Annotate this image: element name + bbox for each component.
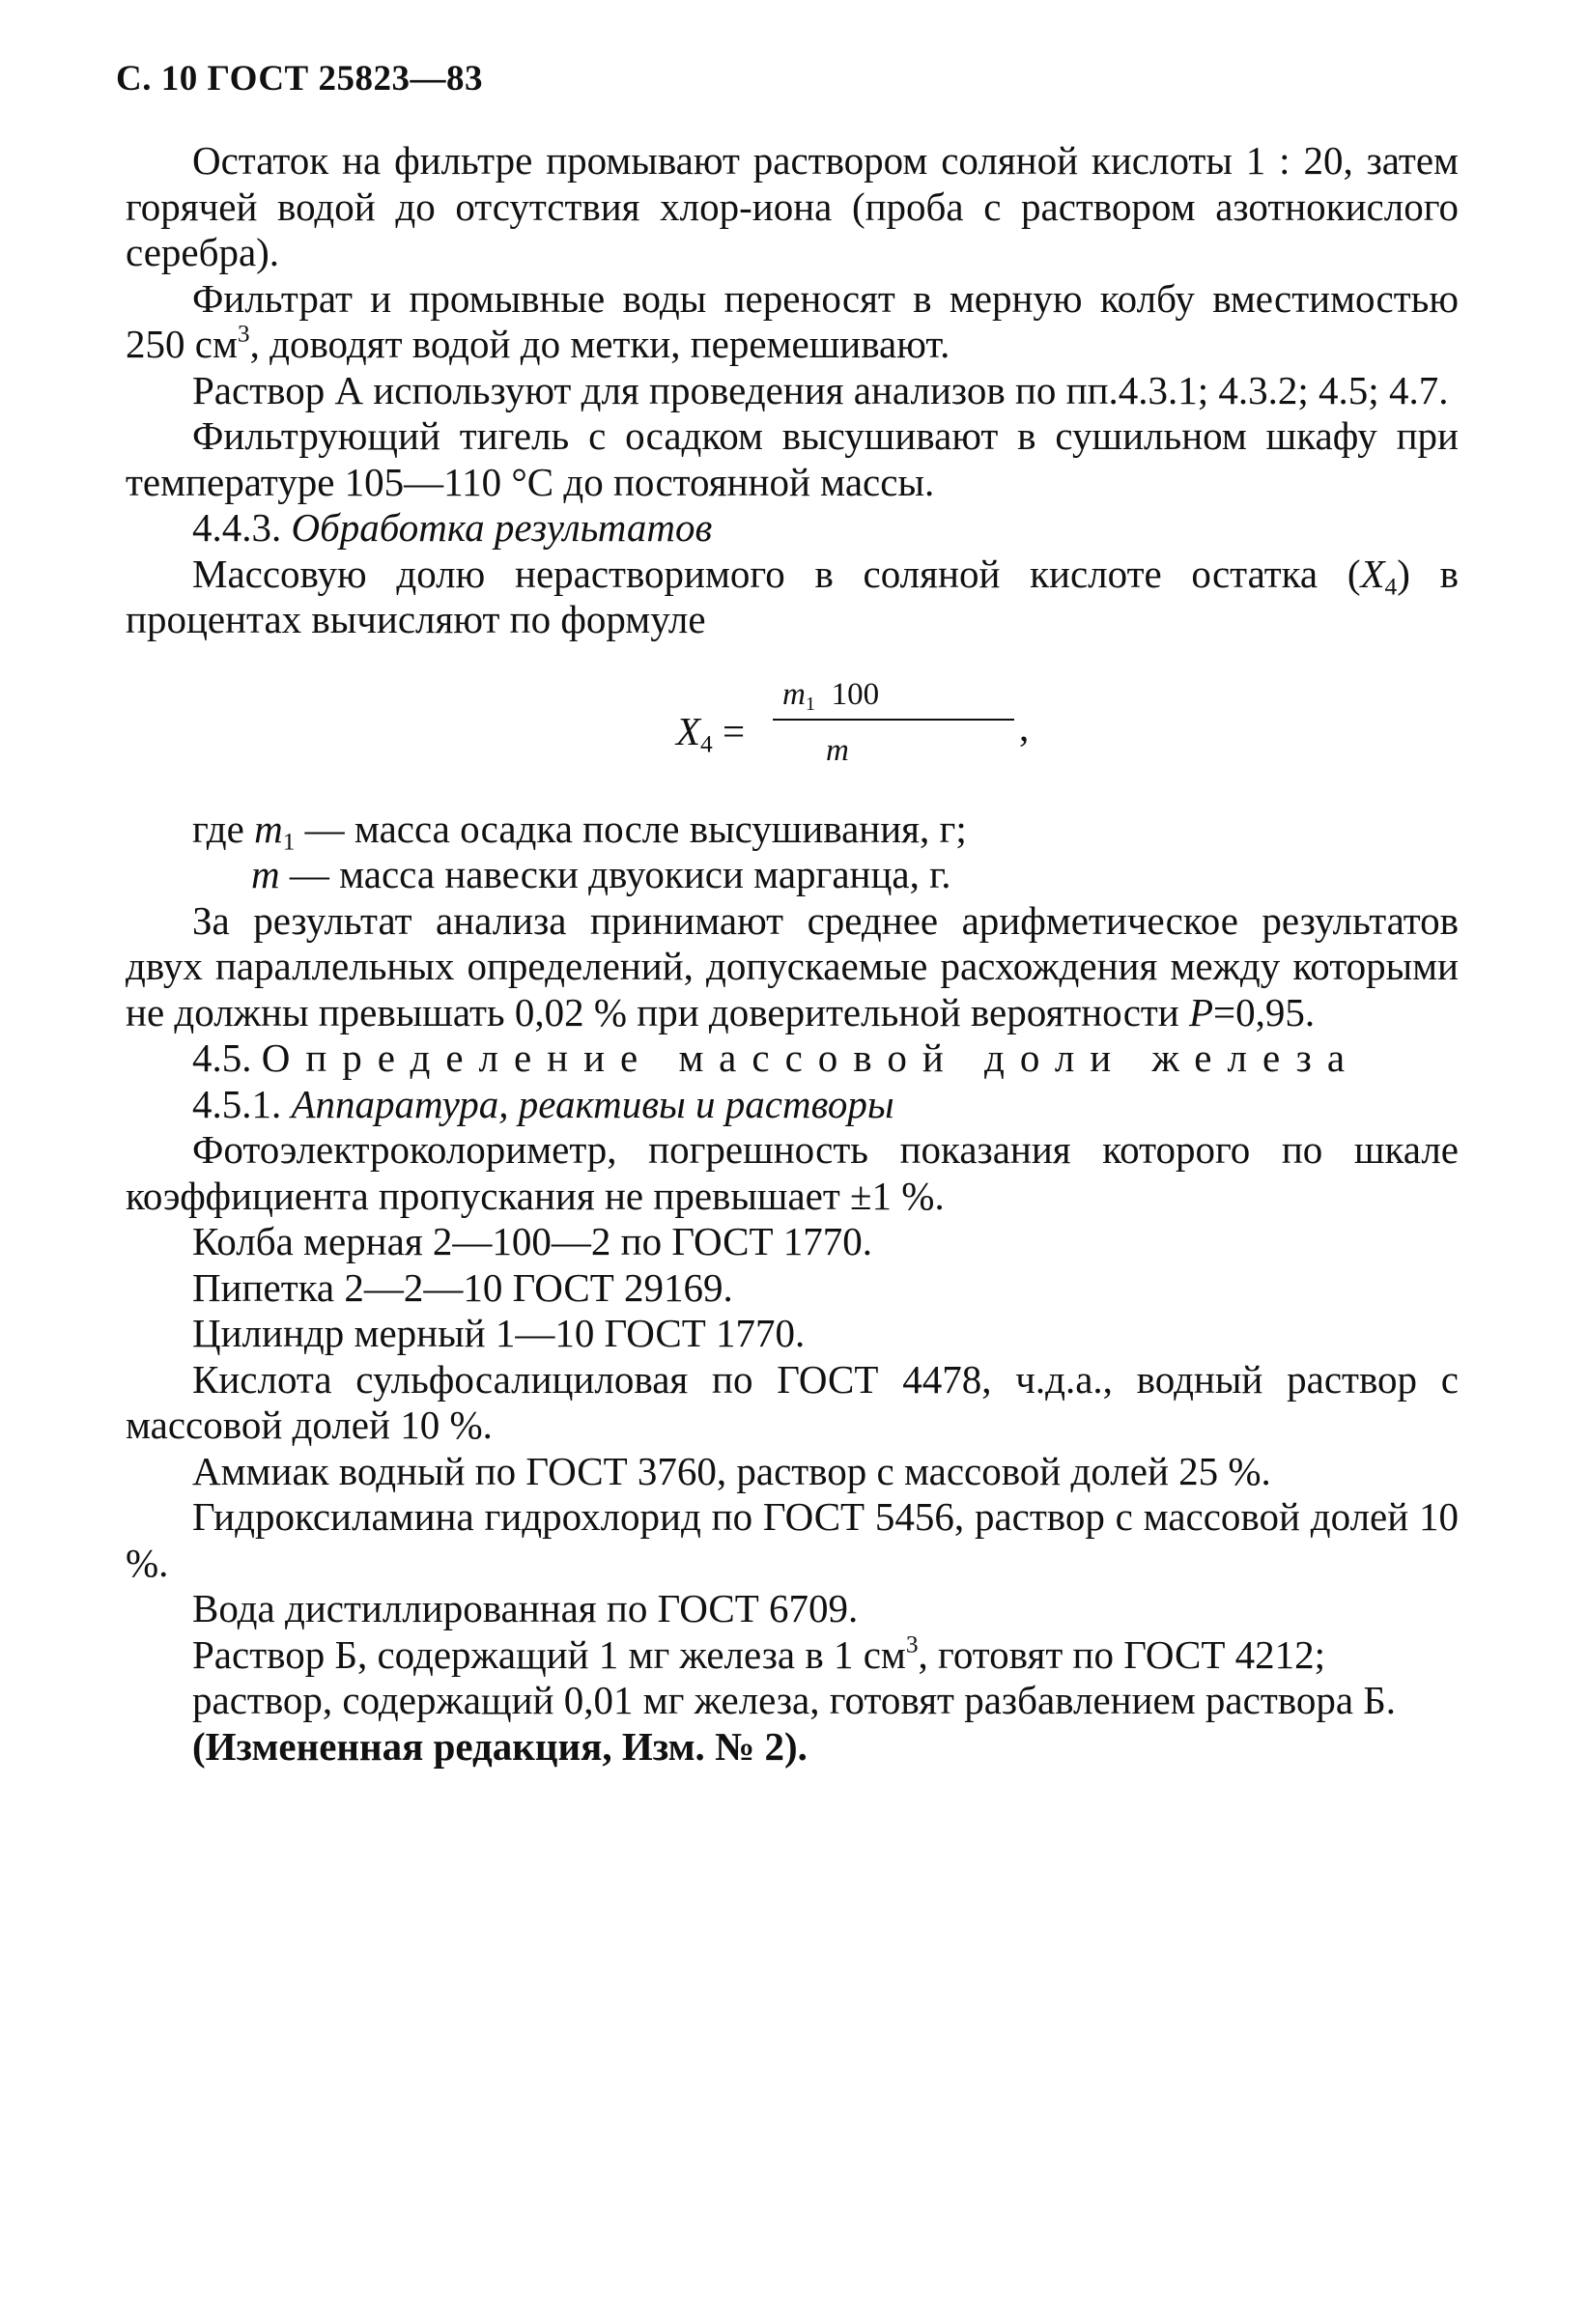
section-4-5-heading: 4.5. Определение массовой доли железа <box>192 1035 1361 1080</box>
list-item-sulfosalicylic-acid: Кислота сульфосалициловая по ГОСТ 4478, ч.д.а., водный раствор с массовой долей 10 %. <box>126 1356 1459 1447</box>
formula-comma: , <box>1019 704 1030 750</box>
fraction-bar <box>773 719 1014 721</box>
where-m: m — масса навески двуокиси марганца, г. <box>251 852 951 896</box>
formula-denominator: m <box>826 732 849 768</box>
paragraph-result: За результат анализа принимают среднее арифметическое результатов двух параллельных определений, допускаемые расхождения между которыми не должны превышать 0,02 % при доверительной вероятности P=0,95. <box>126 897 1459 1034</box>
list-item-flask: Колба мерная 2—100—2 по ГОСТ 1770. <box>192 1219 873 1263</box>
list-item-cylinder: Цилиндр мерный 1—10 ГОСТ 1770. <box>192 1311 806 1355</box>
paragraph-solution-a: Раствор А используют для проведения анализов по пп.4.3.1; 4.3.2; 4.5; 4.7. <box>192 367 1449 412</box>
paragraph-crucible-drying: Фильтрующий тигель с осадком высушивают в сушильном шкафу при температуре 105—110 °С до постоянной массы. <box>126 413 1459 504</box>
formula-lhs: $X_4$ = <box>676 708 746 758</box>
list-item-water: Вода дистиллированная по ГОСТ 6709. <box>192 1586 859 1630</box>
formula-x4 <box>126 663 1459 803</box>
formula-numerator: $m_1$ 100 <box>782 676 880 715</box>
section-4-5-1-heading: 4.5.1. Аппаратура, реактивы и растворы <box>192 1081 894 1126</box>
page-header: С. 10 ГОСТ 25823—83 <box>116 59 483 99</box>
paragraph-filtrate: Фильтрат и промывные воды переносят в мерную колбу вместимостью 250 $см^3$, доводят водой до метки, перемешивают. <box>126 275 1459 366</box>
list-item-pipette: Пипетка 2—2—10 ГОСТ 29169. <box>192 1264 733 1310</box>
paragraph-residue-wash: Остаток на фильтре промывают раствором соляной кислоты 1 : 20, затем горячей водой до отсутствия хлор-иона (проба с раствором азотнокислого серебра). <box>126 138 1459 274</box>
document-body <box>126 138 1459 1770</box>
where-m1: где $m_1$ — масса осадка после высушивания, г; <box>192 806 967 856</box>
paragraph-mass-fraction: Массовую долю нерастворимого в соляной кислоте остатка $(X_4)$ в процентах вычисляют по формуле <box>126 551 1459 641</box>
list-item-hydroxylamine: Гидроксиламина гидрохлорид по ГОСТ 5456, раствор с массовой долей 10 %. <box>126 1494 1459 1585</box>
paragraph-dilution: раствор, содержащий 0,01 мг железа, готовят разбавлением раствора Б. <box>192 1678 1397 1722</box>
list-item-photocolorimeter: Фотоэлектроколориметр, погрешность показания которого по шкале коэффициента пропускания не превышает ±1 %. <box>126 1127 1459 1218</box>
section-4-4-3-heading: 4.4.3. Обработка результатов <box>192 505 713 550</box>
paragraph-solution-b: Раствор Б, содержащий 1 мг железа в 1 $см^3$, готовят по ГОСТ 4212; <box>192 1630 1326 1677</box>
list-item-ammonia: Аммиак водный по ГОСТ 3760, раствор с массовой долей 25 %. <box>192 1448 1271 1493</box>
amendment-note: (Измененная редакция, Изм. № 2). <box>192 1723 808 1769</box>
